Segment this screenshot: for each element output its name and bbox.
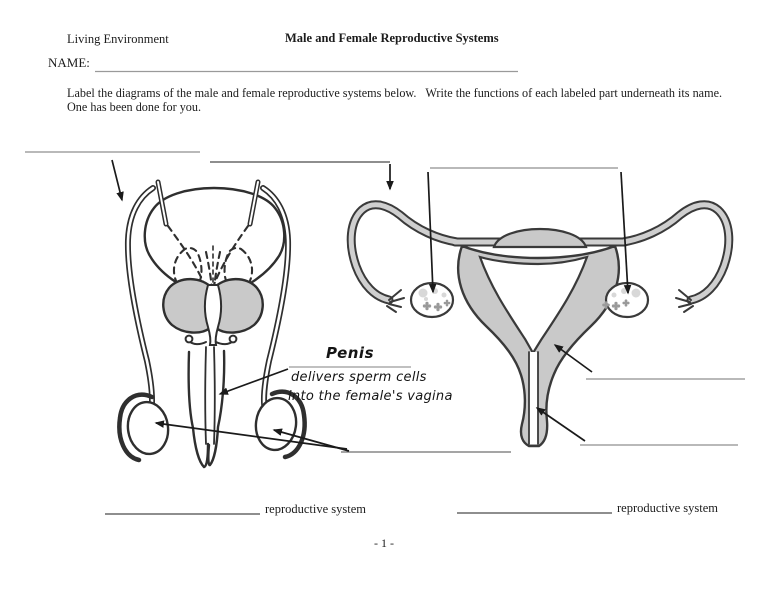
vaginal-canal — [529, 352, 538, 444]
worksheet-title: Male and Female Reproductive Systems — [285, 31, 499, 45]
male-reproductive-diagram — [119, 182, 304, 467]
arrow-to-left-testis — [156, 423, 347, 449]
female-system-caption: reproductive system — [617, 501, 719, 515]
name-label: NAME: — [48, 55, 90, 70]
course-name: Living Environment — [67, 32, 169, 46]
penis-shaft — [189, 347, 225, 467]
handwritten-penis-label: Penis — [325, 344, 374, 362]
testis-left — [119, 395, 171, 460]
instructions-line-1: Label the diagrams of the male and female reproductive systems below. Write the functions of each labeled part underneath its name. — [67, 86, 723, 100]
urethra-channel — [205, 285, 221, 345]
handwritten-function-line-1: delivers sperm cells — [291, 370, 427, 385]
arrow-to-vas-deferens — [112, 160, 122, 200]
arrow-to-right-ovary — [621, 172, 628, 293]
uterus-fundus — [494, 229, 586, 247]
handwritten-function-line-2: into the female's vagina — [288, 389, 453, 404]
page-number: - 1 - — [374, 536, 394, 550]
male-system-caption: reproductive system — [265, 502, 367, 516]
instructions-line-2: One has been done for you. — [67, 100, 202, 114]
